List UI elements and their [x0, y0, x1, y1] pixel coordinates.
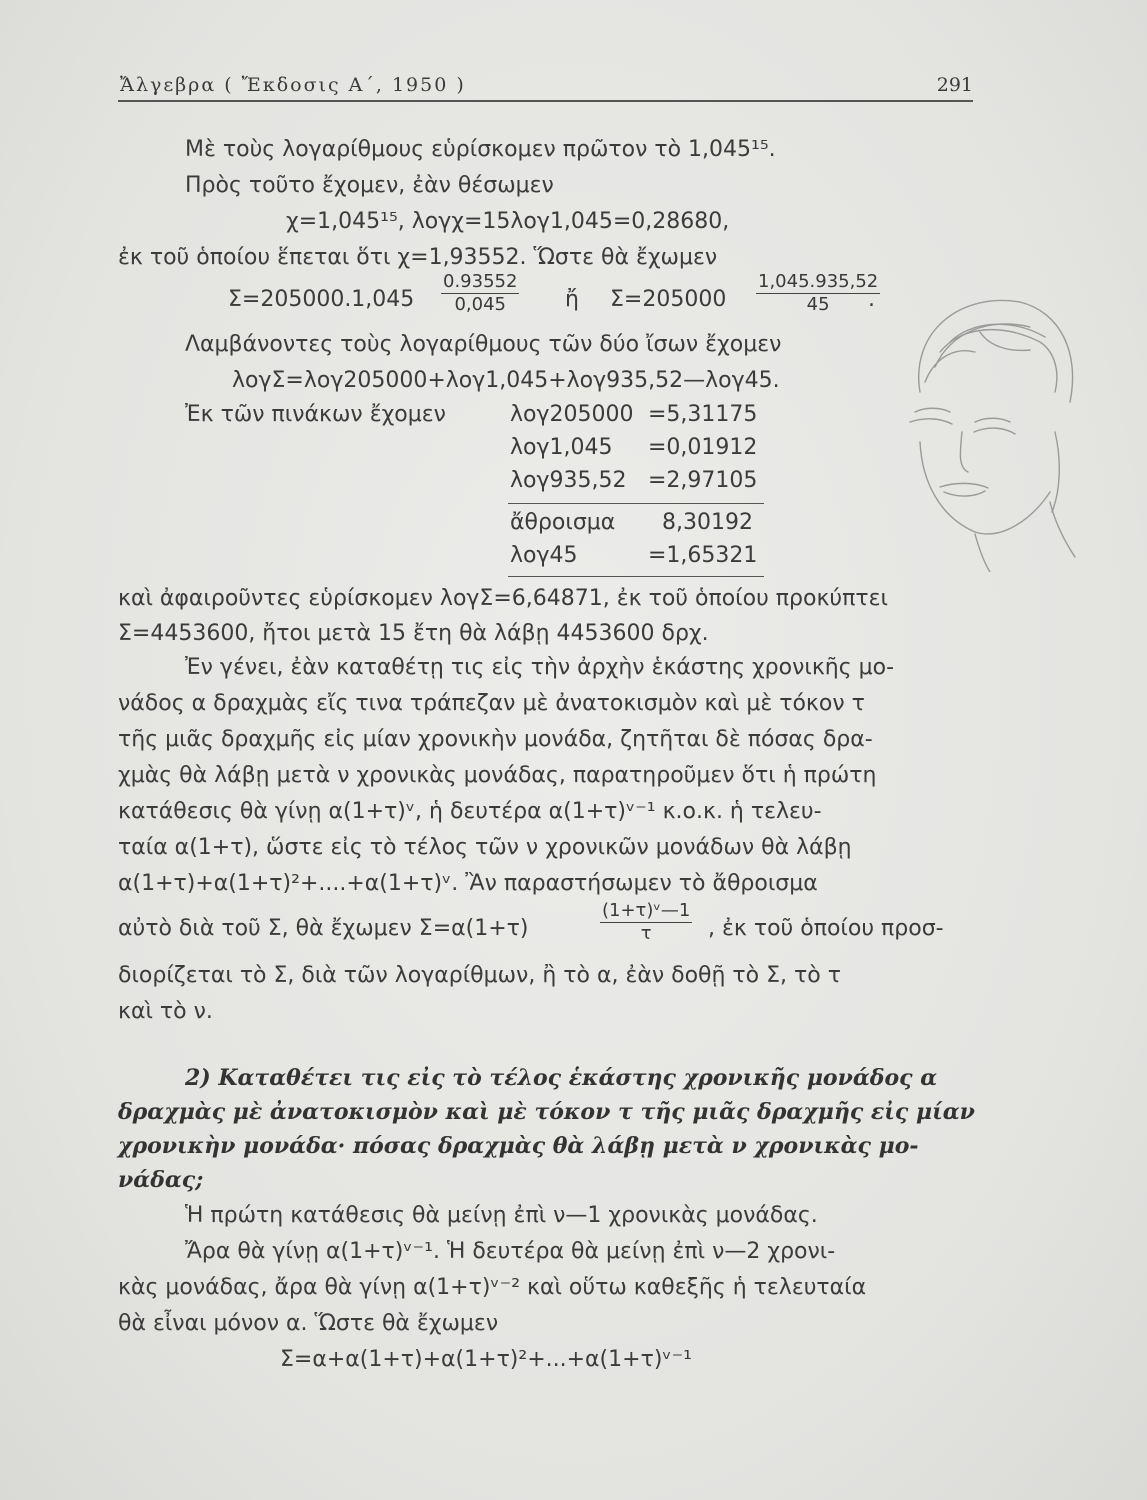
- text-line: , ἐκ τοῦ ὁποίου προσ-: [708, 916, 944, 941]
- text-line: νάδος α δραχμὰς εἴς τινα τράπεζαν μὲ ἀνατοκισμὸν καὶ μὲ τόκον τ: [118, 691, 865, 716]
- fraction-1-numerator: 0.93552: [443, 271, 518, 292]
- text-line: θὰ εἶναι μόνον α. Ὥστε θὰ ἔχωμεν: [118, 1311, 499, 1336]
- equation-end: .: [868, 287, 875, 312]
- table-row-value: =5,31175: [648, 402, 758, 427]
- fraction-1-denominator: 0,045: [454, 294, 506, 315]
- equation-or: ἤ: [565, 287, 579, 312]
- text-line: αὐτὸ διὰ τοῦ Σ, θὰ ἔχωμεν Σ=α(1+τ): [118, 916, 529, 941]
- fraction-3-denominator: τ: [640, 923, 652, 944]
- table-row-label: λογ935,52: [510, 468, 627, 493]
- text-line: τῆς μιᾶς δραχμῆς εἰς μίαν χρονικὴν μονάδα, ζητῆται δὲ πόσας δρα-: [118, 727, 873, 752]
- table-row-value: 8,30192: [662, 510, 753, 535]
- running-header: [118, 74, 973, 102]
- text-line: Ἄρα θὰ γίνῃ α(1+τ)ᵛ⁻¹. Ἡ δευτέρα θὰ μείνῃ ἐπὶ ν—2 χρονι-: [185, 1239, 836, 1264]
- header-title: Ἄλγεβρα ( Ἔκδοσις Α΄, 1950 ): [120, 74, 466, 96]
- table-row-label: λογ205000: [510, 402, 634, 427]
- fraction-3: [600, 900, 692, 945]
- table-intro: Ἐκ τῶν πινάκων ἔχομεν: [185, 402, 446, 427]
- table-row-value: =1,65321: [648, 543, 758, 568]
- equation-line: χ=1,045¹⁵, λογχ=15λογ1,045=0,28680,: [286, 209, 730, 234]
- difference-rule: [508, 576, 764, 577]
- text-line: κὰς μονάδας, ἄρα θὰ γίνῃ α(1+τ)ᵛ⁻² καὶ οὕτω καθεξῆς ἡ τελευταία: [118, 1275, 867, 1300]
- section-heading: δραχμὰς μὲ ἀνατοκισμὸν καὶ μὲ τόκον τ τῆς μιᾶς δραχμῆς εἰς μίαν: [118, 1099, 975, 1125]
- table-row-value: =2,97105: [648, 468, 758, 493]
- text-line: ἐκ τοῦ ὁποίου ἕπεται ὅτι χ=1,93552. Ὥστε θὰ ἔχωμεν: [118, 245, 718, 270]
- pencil-sketch-portrait-icon: [880, 272, 1090, 572]
- text-line: Σ=4453600, ἤτοι μετὰ 15 ἔτη θὰ λάβῃ 4453600 δρχ.: [118, 621, 709, 646]
- text-line: α(1+τ)+α(1+τ)²+....+α(1+τ)ᵛ. Ἂν παραστήσωμεν τὸ ἄθροισμα: [118, 871, 818, 896]
- text-line: καὶ τὸ ν.: [118, 999, 213, 1024]
- equation-right: Σ=205000: [610, 287, 727, 312]
- text-line: Πρὸς τοῦτο ἔχομεν, ἐὰν θέσωμεν: [185, 173, 554, 198]
- fraction-2-denominator: 45: [806, 294, 830, 315]
- table-row-label: λογ1,045: [510, 435, 613, 460]
- text-line: Μὲ τοὺς λογαρίθμους εὑρίσκομεν πρῶτον τὸ 1,045¹⁵.: [185, 137, 776, 162]
- fraction-3-numerator: (1+τ)ᵛ—1: [602, 900, 691, 921]
- text-line: καὶ ἀφαιροῦντες εὑρίσκομεν λογΣ=6,64871, ἐκ τοῦ ὁποίου προκύπτει: [118, 586, 888, 611]
- equation-left: Σ=205000.1,045: [228, 287, 415, 312]
- page-number: 291: [936, 74, 973, 96]
- section-heading: χρονικὴν μονάδα· πόσας δραχμὰς θὰ λάβῃ μετὰ ν χρονικὰς μο-: [118, 1133, 919, 1159]
- table-row-label: ἄθροισμα: [510, 510, 616, 535]
- section-heading: 2) Καταθέτει τις εἰς τὸ τέλος ἑκάστης χρονικῆς μονάδος α: [185, 1065, 938, 1091]
- fraction-1: [441, 271, 519, 316]
- equation-line: λογΣ=λογ205000+λογ1,045+λογ935,52—λογ45.: [232, 368, 780, 393]
- fraction-2-numerator: 1,045.935,52: [758, 271, 879, 292]
- text-line: Λαμβάνοντες τοὺς λογαρίθμους τῶν δύο ἴσων ἔχομεν: [185, 332, 782, 357]
- text-line: διορίζεται τὸ Σ, διὰ τῶν λογαρίθμων, ἢ τὸ α, ἐὰν δοθῇ τὸ Σ, τὸ τ: [118, 963, 841, 988]
- sum-rule: [508, 503, 764, 504]
- text-line: κατάθεσις θὰ γίνῃ α(1+τ)ᵛ, ἡ δευτέρα α(1+τ)ᵛ⁻¹ κ.ο.κ. ἡ τελευ-: [118, 799, 822, 824]
- fraction-2: [756, 271, 880, 316]
- text-line: ταία α(1+τ), ὥστε εἰς τὸ τέλος τῶν ν χρονικῶν μονάδων θὰ λάβῃ: [118, 835, 852, 860]
- table-row-label: λογ45: [510, 543, 578, 568]
- text-line: Ἐν γένει, ἐὰν καταθέτῃ τις εἰς τὴν ἀρχὴν ἑκάστης χρονικῆς μο-: [185, 655, 895, 680]
- text-line: Ἡ πρώτη κατάθεσις θὰ μείνῃ ἐπὶ ν—1 χρονικὰς μονάδας.: [185, 1203, 818, 1228]
- equation-line: Σ=α+α(1+τ)+α(1+τ)²+...+α(1+τ)ᵛ⁻¹: [280, 1347, 693, 1372]
- table-row-value: =0,01912: [648, 435, 758, 460]
- section-heading: νάδας;: [118, 1167, 204, 1193]
- text-line: χμὰς θὰ λάβῃ μετὰ ν χρονικὰς μονάδας, παρατηροῦμεν ὅτι ἡ πρώτη: [118, 763, 877, 788]
